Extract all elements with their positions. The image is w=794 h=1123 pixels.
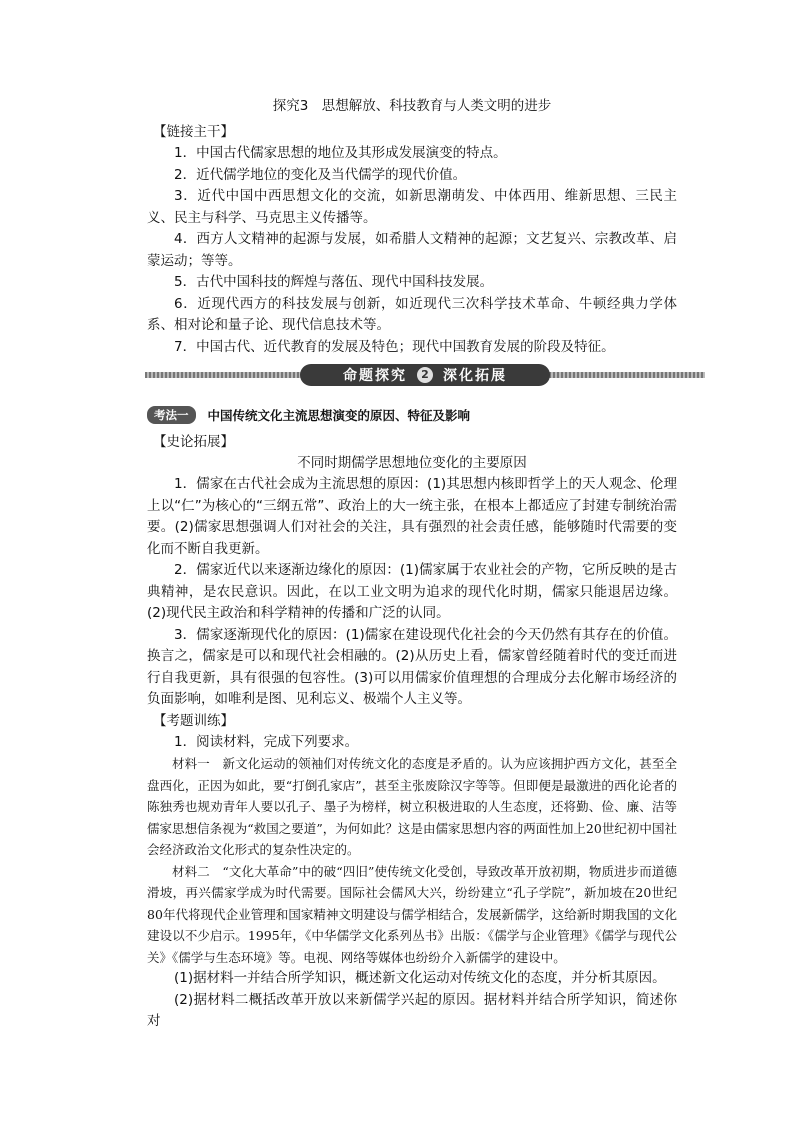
kaofa-tag: 考法一	[147, 406, 196, 424]
history-header: 【史论拓展】	[153, 434, 234, 450]
page-title: 探究3 思想解放、科技教育与人类文明的进步	[272, 98, 552, 114]
exam-intro: 1．阅读材料，完成下列要求。	[174, 733, 359, 750]
banner-number-icon: 2	[417, 367, 433, 383]
document-page	[147, 96, 677, 1033]
material-one: 材料一 新文化运动的领袖们对传统文化的态度是矛盾的。认为应该拥护西方文化，甚至全盘西化，正因为如此，要“打倒孔家店”，甚至主张废除汉字等等。但即便是最激进的西化论者的陈独秀也规劝青年人要以孔子、墨子为榜样，树立积极进取的人生态度，还将勤、俭、廉、洁等儒家思想信条视为“救国之要道”，为何如此？这是由儒家思想内容的两面性加上20世纪初中国社会经济政治文化形式的复杂性决定的。	[147, 756, 677, 857]
history-item: 3．儒家逐渐现代化的原因：(1)儒家在建设现代化社会的今天仍然有其存在的价值。换言之，儒家是可以和现代社会相融的。(2)从历史上看，儒家曾经随着时代的变迁而进行自我更新，具有很强的包容性。(3)可以用儒家价值理想的合理成分去化解市场经济的负面影响，如唯利是图、见利忘义、极端个人主义等。	[147, 626, 677, 707]
question-two: (2)据材料二概括改革开放以来新儒学兴起的原因。据材料并结合所学知识，简述你对	[147, 991, 677, 1029]
exam-header: 【考题训练】	[153, 712, 234, 729]
history-item: 1．儒家在古代社会成为主流思想的原因：(1)其思想内核即哲学上的天人观念、伦理上以“仁”为核心的“三纲五常”、政治上的大一统主张，在根本上都适应了封建专制统治需要。(2)儒家思想强调人们对社会的关注，具有强烈的社会责任感，能够随时代需要的变化而不断自我更新。	[147, 476, 677, 557]
banner-right-text: 深化拓展	[443, 368, 507, 384]
link-item: 4．西方人文精神的起源与发展，如希腊人文精神的起源；文艺复兴、宗教改革、启蒙运动；等等。	[147, 231, 677, 269]
link-item: 5．古代中国科技的辉煌与落伍、现代中国科技发展。	[174, 274, 494, 290]
banner-pill	[300, 364, 550, 386]
link-item: 2．近代儒学地位的变化及当代儒学的现代价值。	[174, 166, 467, 183]
kaofa-heading	[147, 406, 677, 424]
material-two: 材料二 “文化大革命”中的破“四旧”使传统文化受创，导致改革开放初期，物质进步而道德滑坡，再兴儒家学成为时代需要。国际社会儒风大兴，纷纷建立“孔子学院”，新加坡在20世纪80年代将现代企业管理和国家精神文明建设与儒学相结合，发展新儒学，这给新时期我国的文化建设以不少启示。1995年，《中华儒学文化系列丛书》出版：《儒学与企业管理》《儒学与现代公关》《儒学与生态环境》等。电视、网络等媒体也纷纷介入新儒学的建设中。	[147, 863, 677, 965]
history-title: 不同时期儒学思想地位变化的主要原因	[297, 455, 527, 471]
section-banner	[145, 364, 705, 386]
link-item: 1．中国古代儒家思想的地位及其形成发展演变的特点。	[174, 145, 507, 161]
history-item: 2．儒家近代以来逐渐边缘化的原因：(1)儒家属于农业社会的产物，它所反映的是古典精神，是农民意识。因此，在以工业文明为追求的现代化时期，儒家只能退居边缘。(2)现代民主政治和科学精神的传播和广泛的认同。	[147, 562, 677, 621]
question-one: (1)据材料一并结合所学知识，概述新文化运动对传统文化的态度，并分析其原因。	[174, 970, 666, 986]
link-header: 【链接主干】	[153, 124, 234, 140]
link-item: 3．近代中国中西思想文化的交流，如新思潮萌发、中体西用、维新思想、三民主义、民主与科学、马克思主义传播等。	[147, 188, 677, 226]
link-item: 7．中国古代、近代教育的发展及特色；现代中国教育发展的阶段及特征。	[174, 338, 615, 355]
link-item: 6．近现代西方的科技发展与创新，如近现代三次科学技术革命、牛顿经典力学体系、相对论和量子论、现代信息技术等。	[147, 295, 677, 333]
banner-left-text: 命题探究	[343, 368, 407, 384]
kaofa-title: 中国传统文化主流思想演变的原因、特征及影响	[207, 408, 471, 423]
